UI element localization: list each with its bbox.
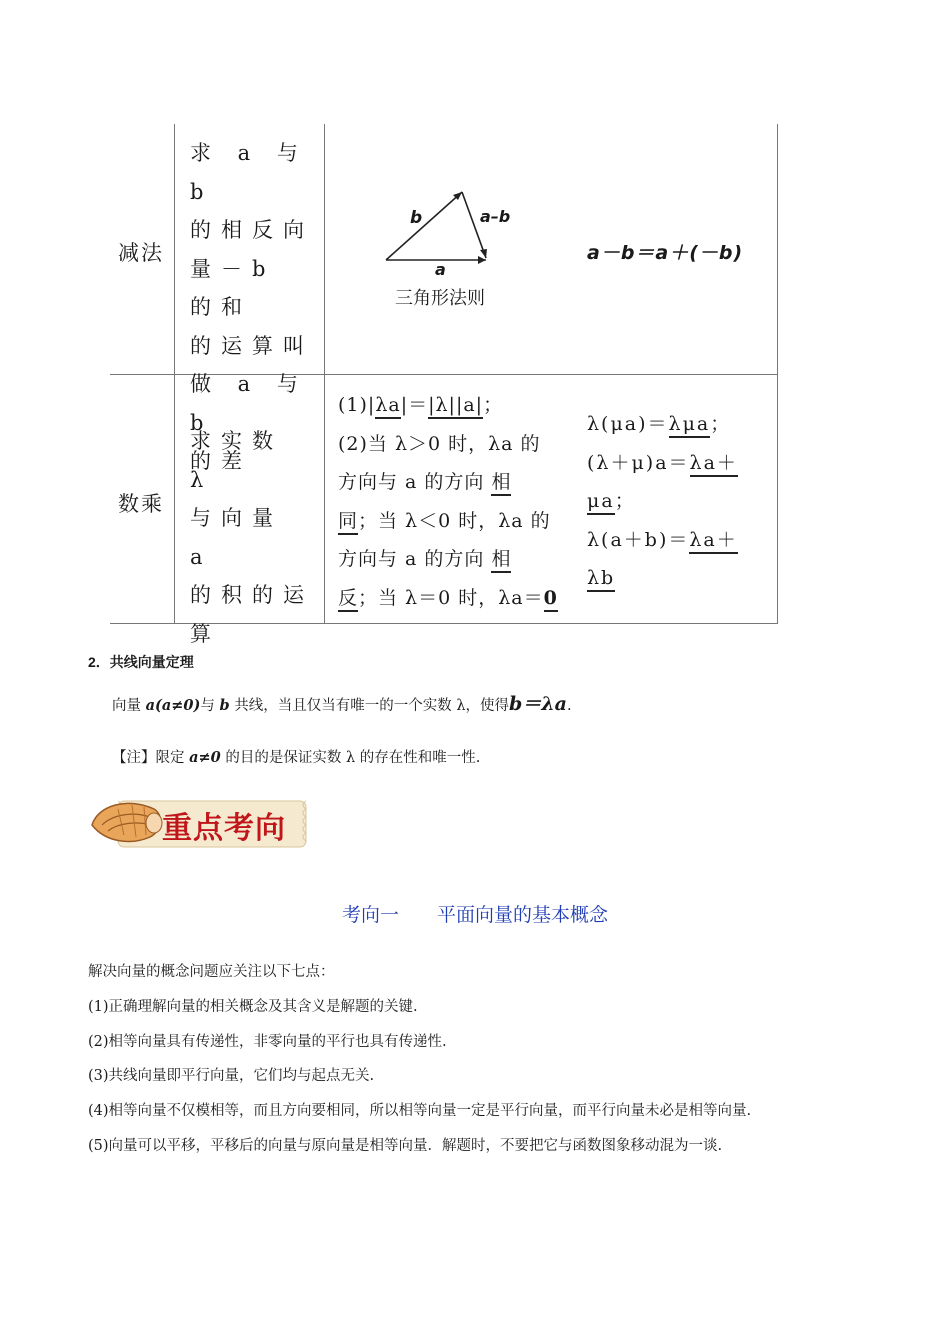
property-line: (2)当 λ＞0 时，λa 的 [338, 432, 541, 455]
list-item: (1)正确理解向量的相关概念及其含义是解题的关键. [88, 998, 418, 1015]
topic-intro: 解决向量的概念问题应关注以下七点： [88, 964, 335, 980]
scalar-definition [190, 422, 320, 653]
key-topics-banner [88, 793, 310, 853]
list-item: (4)相等向量不仅模相等，而且方向要相同，所以相等向量一定是平行向量，而平行向量未必是相等向量. [88, 1103, 752, 1120]
definition-line: 的相反向 [190, 218, 314, 242]
scalar-properties [338, 386, 563, 617]
conch-shell-icon [88, 795, 168, 851]
label-a-minus-b: a–b [480, 207, 511, 226]
scalar-laws [587, 405, 772, 598]
label-a: a [435, 260, 446, 279]
definition-line: 量－b 的和 [190, 256, 276, 319]
definition-line: 的运算叫 [190, 333, 314, 358]
triangle-rule-caption: 三角形法则 [395, 288, 485, 309]
topic-points [88, 955, 888, 1164]
topic-title: 考向一 平面向量的基本概念 [341, 904, 608, 926]
label-b: b [410, 208, 423, 228]
row-label-subtraction: 减法 [118, 241, 164, 265]
property-line: 同；当 λ＜0 时，λa 的 [338, 502, 563, 541]
definition-line: 求实数 λ [190, 429, 283, 492]
subtraction-law: a－b＝a＋(－b) [587, 242, 744, 264]
law-line: (λ＋μ)a＝λa＋ [587, 444, 772, 483]
section-title-collinear: 2．共线向量定理 [88, 654, 194, 670]
list-item: (2)相等向量具有传递性，非零向量的平行也具有传递性. [88, 1033, 447, 1050]
list-item: (3)共线向量即平行向量，它们均与起点无关. [88, 1068, 375, 1085]
property-line: 反；当 λ＝0 时，λa＝0 [338, 579, 563, 618]
collinear-theorem: 向量 a(a≠0)与 b 共线，当且仅当有唯一的一个实数 λ，使得b＝λa. [112, 693, 572, 715]
law-line: λ(μa)＝λμa； [587, 405, 772, 444]
law-line: μa； [587, 482, 772, 521]
list-item: (5)向量可以平移，平移后的向量与原向量是相等向量．解题时，不要把它与函数图象移动混为一谈. [88, 1137, 723, 1154]
definition-line: 做 a 与 b [190, 372, 308, 435]
collinear-note: 【注】限定 a≠0 的目的是保证实数 λ 的存在性和唯一性. [112, 749, 481, 766]
operations-table [110, 124, 778, 646]
property-line: 方向与 a 的方向 相 [338, 540, 563, 579]
law-line: λb [587, 559, 772, 598]
definition-line: 求 a 与 b [190, 141, 308, 204]
definition-line: 的积的运 [190, 583, 314, 607]
law-line: λ(a＋b)＝λa＋ [587, 521, 772, 560]
arrowhead [478, 256, 486, 264]
definition-line: 与向量 a [190, 506, 283, 569]
theorem-formula: b＝λa [509, 693, 567, 715]
banner-text: 重点考向 [162, 811, 286, 846]
definition-line: 算 [190, 621, 221, 646]
definition-line: 的差 [190, 449, 252, 473]
property-line: 方向与 a 的方向 相 [338, 463, 563, 502]
property-line: (1)|λa|＝|λ||a|； [338, 386, 563, 425]
arrowhead [480, 249, 487, 258]
row-label-scalar: 数乘 [118, 492, 164, 516]
vector-b-arrow [386, 192, 462, 260]
